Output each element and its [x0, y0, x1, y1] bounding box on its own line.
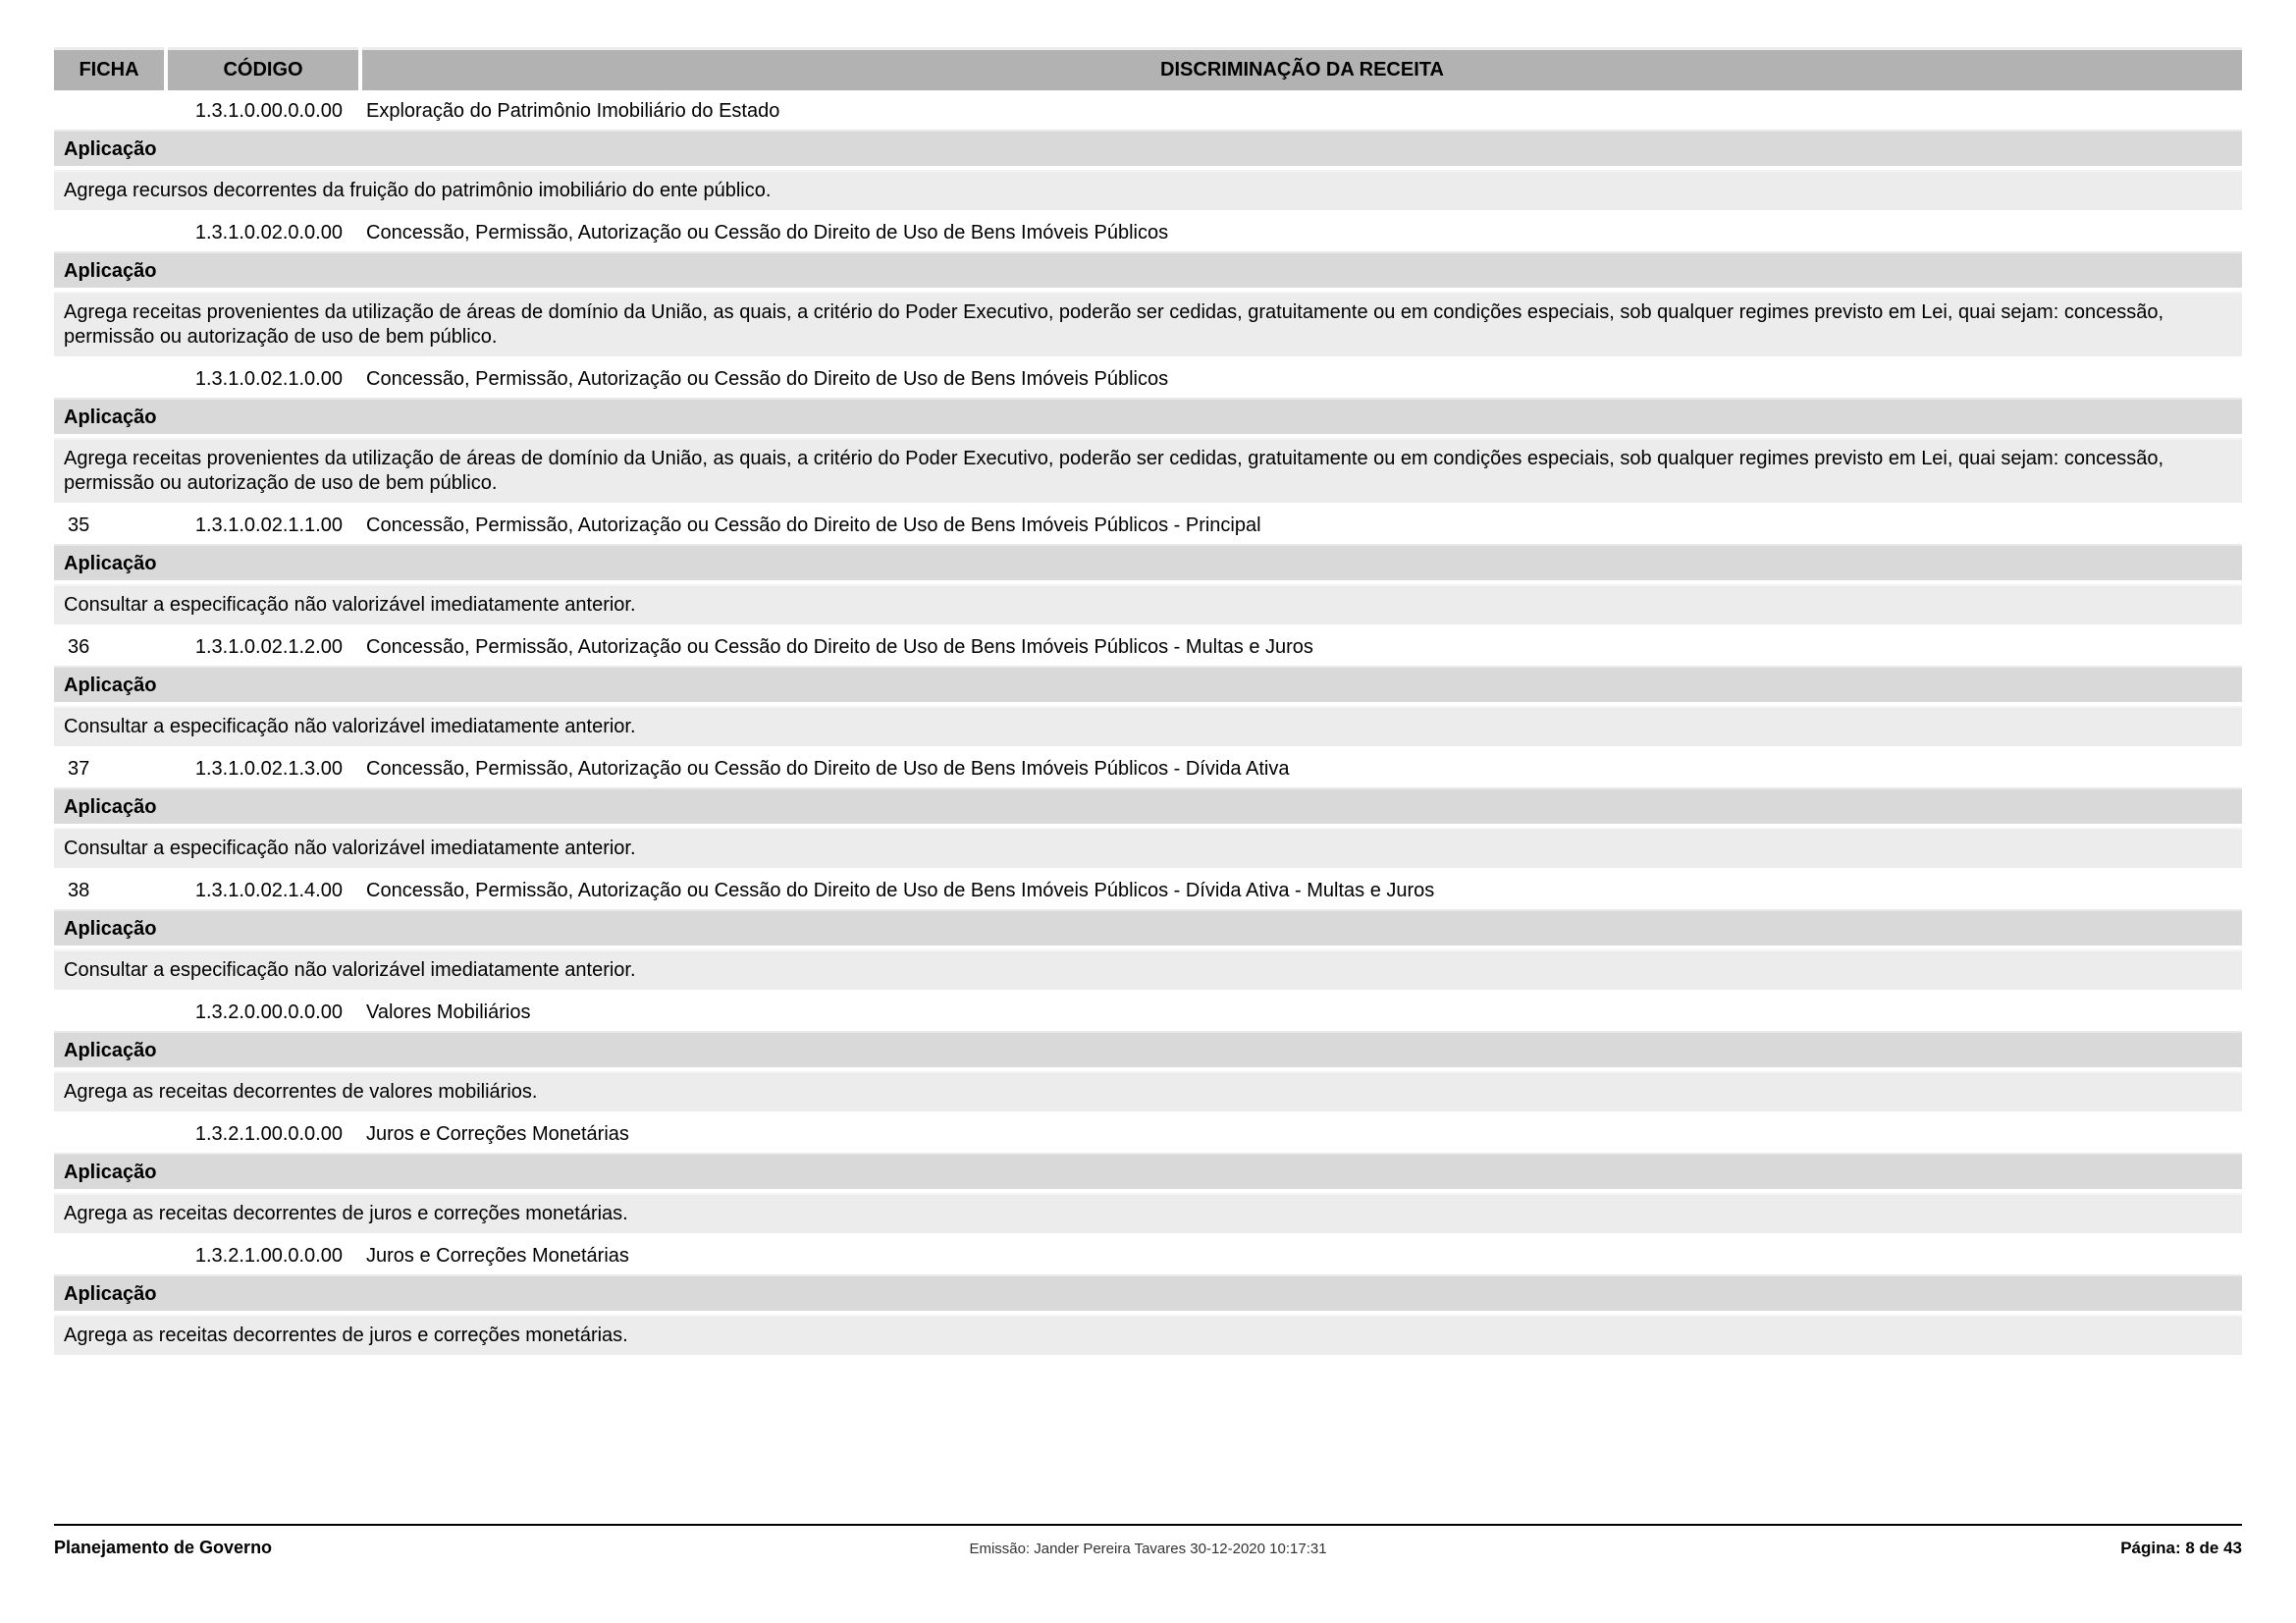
footer-emission-info: Emissão: Jander Pereira Tavares 30-12-2020 10:17:31 — [969, 1541, 1327, 1557]
descricao-value: Concessão, Permissão, Autorização ou Cessão do Direito de Uso de Bens Imóveis Públicos — [366, 222, 1169, 243]
revenue-section — [54, 215, 2242, 356]
codigo-value: 1.3.1.0.02.1.0.00 — [194, 368, 343, 390]
code-row — [54, 873, 2242, 909]
revenue-section — [54, 629, 2242, 746]
aplicacao-text: Consultar a especificação não valorizável imediatamente anterior. — [54, 828, 2242, 868]
descricao-value: Exploração do Patrimônio Imobiliário do Estado — [366, 100, 780, 122]
code-row — [54, 629, 2242, 666]
descricao-value: Concessão, Permissão, Autorização ou Cessão do Direito de Uso de Bens Imóveis Públicos - Dívida Ativa - Multas e Juros — [366, 880, 1435, 901]
aplicacao-text: Agrega as receitas decorrentes de valores mobiliários. — [54, 1071, 2242, 1111]
footer-system-name: Planejamento de Governo — [54, 1538, 273, 1557]
descricao-value: Juros e Correções Monetárias — [366, 1123, 629, 1145]
descricao-value: Concessão, Permissão, Autorização ou Cessão do Direito de Uso de Bens Imóveis Públicos - Multas e Juros — [366, 636, 1313, 658]
revenue-section — [54, 508, 2242, 624]
descricao-value: Concessão, Permissão, Autorização ou Cessão do Direito de Uso de Bens Imóveis Públicos — [366, 368, 1169, 390]
codigo-value: 1.3.2.1.00.0.0.00 — [194, 1245, 343, 1267]
codigo-value: 1.3.2.1.00.0.0.00 — [194, 1123, 343, 1145]
codigo-value: 1.3.1.0.02.1.3.00 — [194, 758, 343, 780]
codigo-value: 1.3.1.0.02.1.2.00 — [194, 636, 343, 658]
descricao-value: Concessão, Permissão, Autorização ou Cessão do Direito de Uso de Bens Imóveis Públicos - Dívida Ativa — [366, 758, 1290, 780]
codigo-value: 1.3.1.0.00.0.0.00 — [194, 100, 343, 122]
ficha-value: 36 — [68, 636, 90, 658]
codigo-value: 1.3.2.0.00.0.0.00 — [194, 1001, 343, 1023]
aplicacao-header: Aplicação — [54, 130, 2242, 166]
code-row — [54, 93, 2242, 130]
header-cell-ficha: FICHA — [54, 47, 164, 90]
aplicacao-header: Aplicação — [54, 398, 2242, 434]
aplicacao-text: Consultar a especificação não valorizável imediatamente anterior. — [54, 706, 2242, 746]
aplicacao-text: Consultar a especificação não valorizável imediatamente anterior. — [54, 949, 2242, 990]
sections-container — [54, 93, 2242, 1355]
aplicacao-header: Aplicação — [54, 544, 2242, 580]
aplicacao-text: Agrega as receitas decorrentes de juros e correções monetárias. — [54, 1315, 2242, 1355]
aplicacao-header: Aplicação — [54, 787, 2242, 824]
codigo-value: 1.3.1.0.02.1.1.00 — [194, 514, 343, 536]
descricao-value: Juros e Correções Monetárias — [366, 1245, 629, 1267]
revenue-section — [54, 93, 2242, 210]
ficha-value: 35 — [68, 514, 90, 536]
codigo-value: 1.3.1.0.02.1.4.00 — [194, 880, 343, 901]
header-cell-discriminacao: DISCRIMINAÇÃO DA RECEITA — [362, 47, 2242, 90]
aplicacao-header: Aplicação — [54, 1153, 2242, 1189]
aplicacao-text: Agrega as receitas decorrentes de juros e correções monetárias. — [54, 1193, 2242, 1233]
aplicacao-header: Aplicação — [54, 666, 2242, 702]
revenue-section — [54, 1238, 2242, 1355]
revenue-section — [54, 361, 2242, 503]
table-header-row — [54, 47, 2242, 90]
aplicacao-header: Aplicação — [54, 1274, 2242, 1311]
aplicacao-header: Aplicação — [54, 251, 2242, 288]
revenue-section — [54, 1116, 2242, 1233]
aplicacao-text: Agrega receitas provenientes da utilização de áreas de domínio da União, as quais, a critério do Poder Executivo, poderão ser cedidas, gratuitamente ou em condições especiais, sob qualquer regimes previsto em Lei, quai sejam: concessão, permissão ou autorização de uso de bem público. — [54, 438, 2242, 503]
revenue-section — [54, 995, 2242, 1111]
descricao-value: Concessão, Permissão, Autorização ou Cessão do Direito de Uso de Bens Imóveis Públicos - Principal — [366, 514, 1261, 536]
ficha-value: 38 — [68, 880, 90, 901]
code-row — [54, 215, 2242, 251]
footer-page-number: Página: 8 de 43 — [2120, 1539, 2242, 1557]
revenue-section — [54, 751, 2242, 868]
ficha-value: 37 — [68, 758, 90, 780]
header-cell-codigo: CÓDIGO — [168, 47, 358, 90]
page-footer — [54, 1524, 2242, 1558]
code-row — [54, 1116, 2242, 1153]
aplicacao-text: Agrega receitas provenientes da utilização de áreas de domínio da União, as quais, a critério do Poder Executivo, poderão ser cedidas, gratuitamente ou em condições especiais, sob qualquer regimes previsto em Lei, quai sejam: concessão, permissão ou autorização de uso de bem público. — [54, 292, 2242, 356]
aplicacao-header: Aplicação — [54, 909, 2242, 946]
codigo-value: 1.3.1.0.02.0.0.00 — [194, 222, 343, 243]
aplicacao-header: Aplicação — [54, 1031, 2242, 1067]
code-row — [54, 1238, 2242, 1274]
revenue-table — [54, 47, 2242, 1360]
code-row — [54, 751, 2242, 787]
descricao-value: Valores Mobiliários — [366, 1001, 531, 1023]
revenue-section — [54, 873, 2242, 990]
code-row — [54, 995, 2242, 1031]
aplicacao-text: Consultar a especificação não valorizável imediatamente anterior. — [54, 584, 2242, 624]
aplicacao-text: Agrega recursos decorrentes da fruição do patrimônio imobiliário do ente público. — [54, 170, 2242, 210]
code-row — [54, 508, 2242, 544]
code-row — [54, 361, 2242, 398]
